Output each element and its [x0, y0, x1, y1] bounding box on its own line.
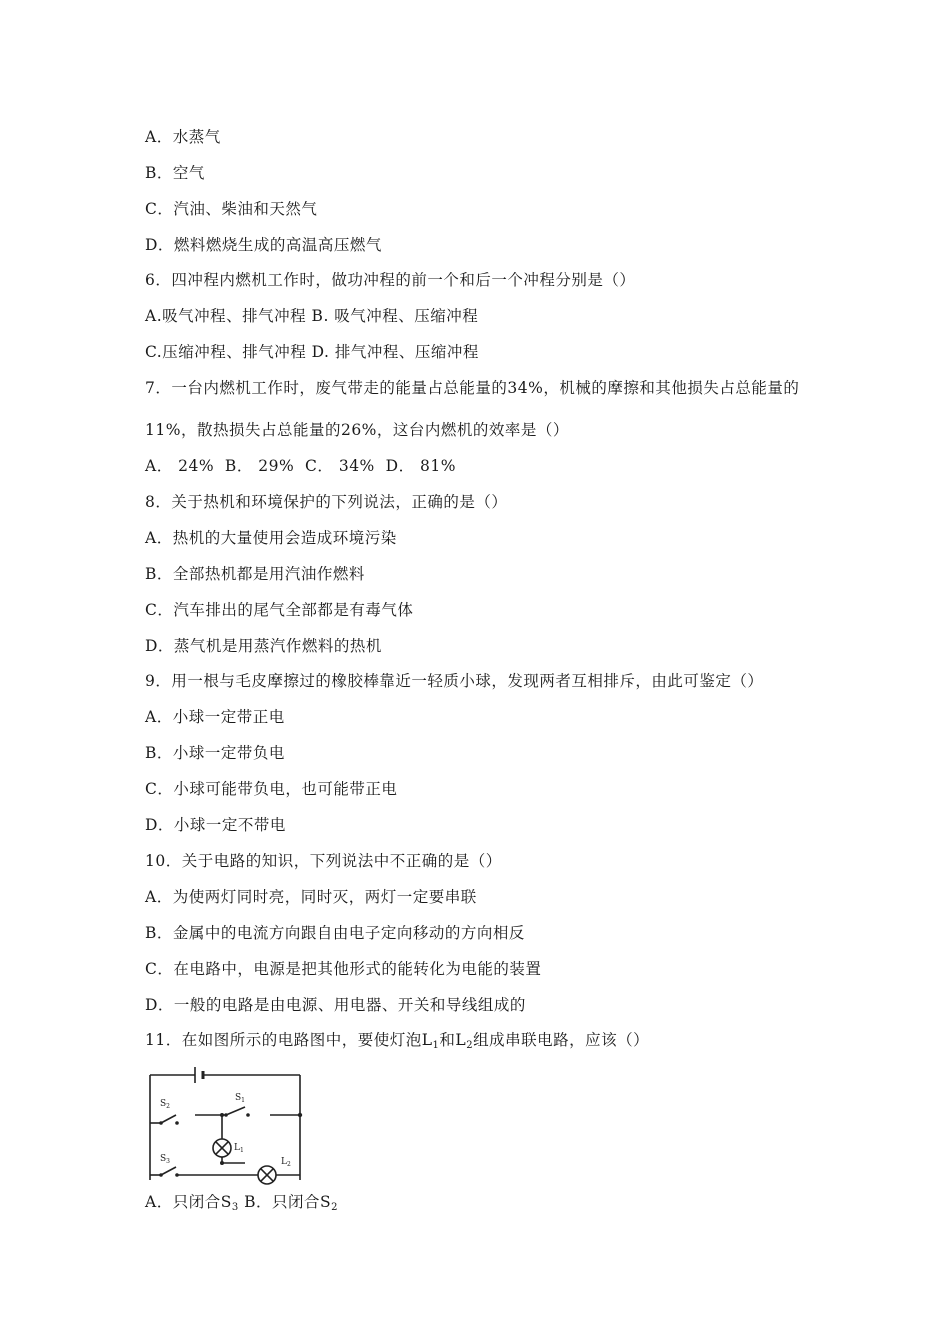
q10-option-a: A．为使两灯同时亮，同时灭，两灯一定要串联 [145, 888, 477, 906]
q8-option-c: C．汽车排出的尾气全部都是有毒气体 [145, 601, 414, 619]
switch-s3 [161, 1167, 176, 1175]
label-l2: $L_2$ [281, 1157, 291, 1168]
q11-stem: 11．在如图所示的电路图中，要使灯泡$L_1$和$L_2$组成串联电路，应该（） [145, 1031, 650, 1051]
q9-option-c: C．小球可能带负电，也可能带正电 [145, 780, 398, 798]
label-s2: $S_2$ [160, 1099, 170, 1110]
q9-option-d: D．小球一定不带电 [145, 816, 286, 834]
q9-stem: 9．用一根与毛皮摩擦过的橡胶棒靠近一轻质小球，发现两者互相排斥，由此可鉴定（） [145, 672, 764, 690]
q5-option-c: C．汽油、柴油和天然气 [145, 200, 318, 218]
label-s3: $S_3$ [160, 1154, 170, 1165]
q6-stem: 6．四冲程内燃机工作时，做功冲程的前一个和后一个冲程分别是（） [145, 271, 636, 289]
q11-options: A．只闭合$S_3$ B．只闭合$S_2$ [145, 1193, 339, 1213]
switch-s2 [161, 1115, 176, 1123]
switch-s1 [226, 1107, 245, 1115]
q10-stem: 10．关于电路的知识，下列说法中不正确的是（） [145, 852, 502, 870]
q6-options-ab: A.吸气冲程、排气冲程 B. 吸气冲程、压缩冲程 [145, 307, 479, 325]
q8-stem: 8．关于热机和环境保护的下列说法，正确的是（） [145, 493, 508, 511]
q10-option-d: D．一般的电路是由电源、用电器、开关和导线组成的 [145, 996, 526, 1014]
label-s1: $S_1$ [235, 1093, 245, 1104]
q9-option-b: B．小球一定带负电 [145, 744, 285, 762]
q5-option-b: B．空气 [145, 164, 205, 182]
q8-option-d: D．蒸气机是用蒸汽作燃料的热机 [145, 637, 382, 655]
label-l1: $L_1$ [234, 1143, 244, 1154]
q10-option-c: C．在电路中，电源是把其他形式的能转化为电能的装置 [145, 960, 542, 978]
q8-option-b: B．全部热机都是用汽油作燃料 [145, 565, 365, 583]
q10-option-b: B．金属中的电流方向跟自由电子定向移动的方向相反 [145, 924, 525, 942]
q5-option-d: D．燃料燃烧生成的高温高压燃气 [145, 236, 382, 254]
circuit-diagram [140, 1060, 310, 1185]
q6-options-cd: C.压缩冲程、排气冲程 D. 排气冲程、压缩冲程 [145, 343, 479, 361]
q7-stem-line2: 11%，散热损失占总能量的26%，这台内燃机的效率是（） [145, 421, 569, 439]
q7-stem-line1: 7．一台内燃机工作时，废气带走的能量占总能量的34%，机械的摩擦和其他损失占总能量的 [145, 379, 800, 397]
q7-options: A． 24% B． 29% C． 34% D． 81% [145, 457, 456, 475]
q9-option-a: A．小球一定带正电 [145, 708, 285, 726]
q5-option-a: A．水蒸气 [145, 128, 221, 146]
q8-option-a: A．热机的大量使用会造成环境污染 [145, 529, 397, 547]
